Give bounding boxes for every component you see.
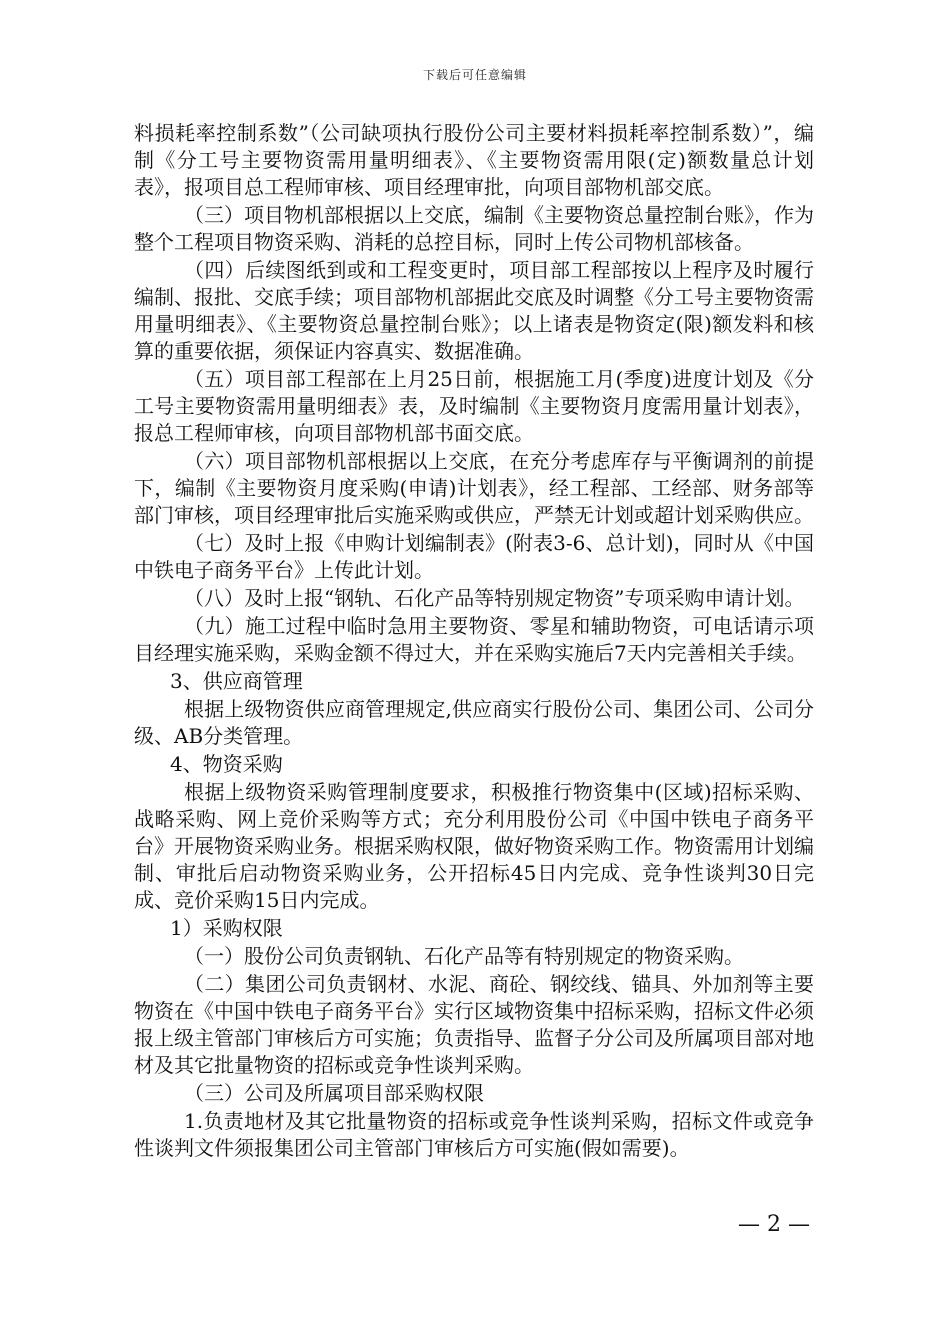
paragraph: 根据上级物资采购管理制度要求，积极推行物资集中(区域)招标采购、战略采购、网上竞价采购等方式；充分利用股份公司《中国中铁电子商务平台》开展物资采购业务。根据采购权限，做好物资采购工作。物资需用计划编制、审批后启动物资采购业务，公开招标45日内完成、竞争性谈判30日完成、竞价采购15日内完成。 [134,780,814,912]
document-body [134,120,814,1163]
paragraph: （三）项目物机部根据以上交底，编制《主要物资总量控制台账》，作为整个工程项目物资采购、消耗的总控目标，同时上传公司物机部核备。 [134,203,814,254]
paragraph: （五）项目部工程部在上月25日前，根据施工月(季度)进度计划及《分工号主要物资需用量明细表》表，及时编制《主要物资月度需用量计划表》，报总工程师审核，向项目部物机部书面交底。 [134,367,814,445]
paragraph: 根据上级物资供应商管理规定,供应商实行股份公司、集团公司、公司分级、AB分类管理。 [134,697,814,748]
subsection-heading: 1）采购权限 [170,916,283,940]
paragraph: （四）后续图纸到或和工程变更时，项目部工程部按以上程序及时履行编制、报批、交底手续；项目部物机部据此交底及时调整《分工号主要物资需用量明细表》、《主要物资总量控制台账》；以上诸表是物资定(限)额发料和核算的重要依据，须保证内容真实、数据准确。 [134,258,814,363]
paragraph: 料损耗率控制系数”（公司缺项执行股份公司主要材料损耗率控制系数）”，编制《分工号主要物资需用量明细表》、《主要物资需用限(定)额数量总计划表》，报项目总工程师审核、项目经理审批，向项目部物机部交底。 [134,121,814,199]
paragraph: （二）集团公司负责钢材、水泥、商砼、钢绞线、锚具、外加剂等主要物资在《中国中铁电子商务平台》实行区域物资集中招标采购，招标文件必须报上级主管部门审核后方可实施；负责指导、监督子分公司及所属项目部对地材及其它批量物资的招标或竞争性谈判采购。 [134,972,814,1077]
paragraph: （七）及时上报《申购计划编制表》(附表3-6、总计划)，同时从《中国中铁电子商务平台》上传此计划。 [134,531,814,582]
page-number: — 2 — [738,1212,810,1237]
paragraph: （一）股份公司负责钢轨、石化产品等有特别规定的物资采购。 [184,944,744,968]
page-header: 下载后可任意编辑 [422,68,527,82]
section-heading: 3、供应商管理 [170,669,303,693]
paragraph: 1.负责地材及其它批量物资的招标或竞争性谈判采购，招标文件或竞争性谈判文件须报集团公司主管部门审核后方可实施(假如需要)。 [134,1109,814,1160]
paragraph: （八）及时上报“钢轨、石化产品等特别规定物资”专项采购申请计划。 [184,586,805,610]
section-heading: 4、物资采购 [170,752,283,776]
paragraph: （六）项目部物机部根据以上交底，在充分考虑库存与平衡调剂的前提下，编制《主要物资月度采购(申请)计划表》，经工程部、工经部、财务部等部门审核，项目经理审批后实施采购或供应，严禁无计划或超计划采购供应。 [134,449,814,527]
paragraph: （九）施工过程中临时急用主要物资、零星和辅助物资，可电话请示项目经理实施采购，采购金额不得过大，并在采购实施后7天内完善相关手续。 [134,614,814,665]
paragraph: （三）公司及所属项目部采购权限 [184,1081,484,1105]
